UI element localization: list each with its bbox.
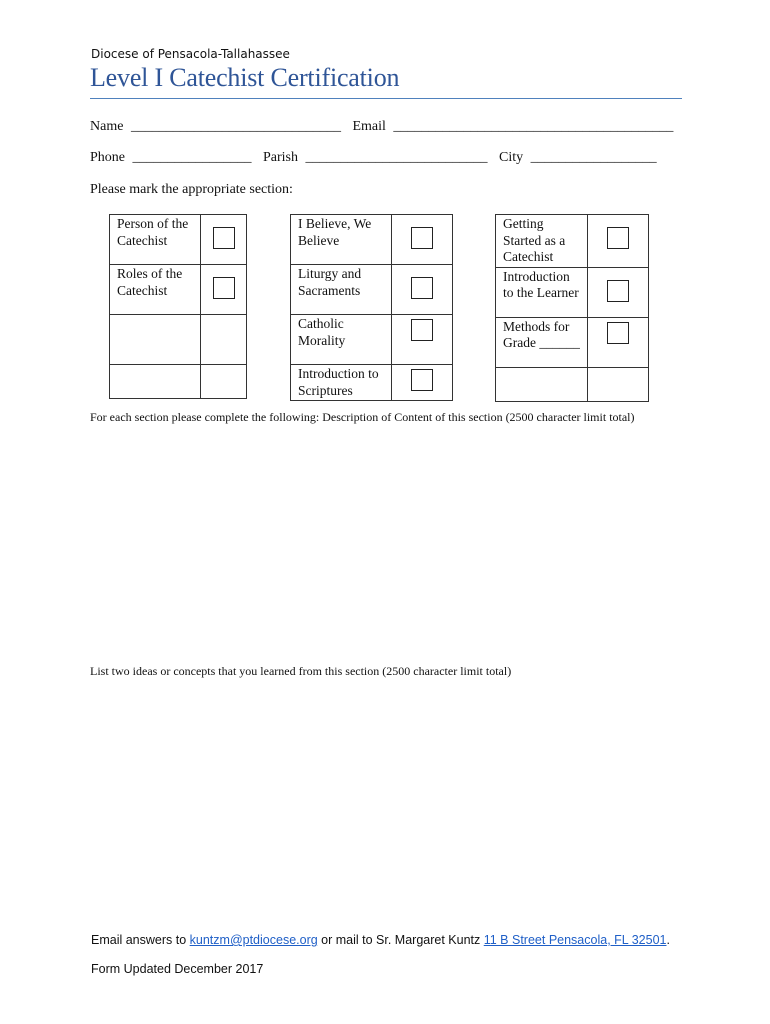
section-label: Getting Started as a Catechist xyxy=(496,215,588,268)
submission-middle: or mail to Sr. Margaret Kuntz xyxy=(317,933,484,947)
name-label: Name xyxy=(90,119,124,134)
phone-parish-city-row xyxy=(90,150,657,166)
section-checkbox[interactable] xyxy=(411,227,433,249)
empty-cell xyxy=(110,365,201,399)
section-table-2 xyxy=(290,214,453,401)
section-checkbox[interactable] xyxy=(411,319,433,341)
name-field[interactable]: ______________________________ xyxy=(130,119,341,134)
description-prompt: For each section please complete the following: Description of Content of this section (2500 character limit total) xyxy=(90,410,635,424)
phone-label: Phone xyxy=(90,150,125,165)
section-checkbox[interactable] xyxy=(607,280,629,302)
name-email-row xyxy=(90,119,673,135)
section-checkbox[interactable] xyxy=(411,277,433,299)
section-checkbox[interactable] xyxy=(607,227,629,249)
section-label: I Believe, We Believe xyxy=(291,215,392,265)
email-label: Email xyxy=(352,119,386,134)
section-label: Introduction to Scriptures xyxy=(291,365,392,401)
section-checkbox[interactable] xyxy=(411,369,433,391)
email-field[interactable]: ________________________________________ xyxy=(393,119,674,134)
section-checkbox[interactable] xyxy=(213,277,235,299)
parish-label: Parish xyxy=(263,150,298,165)
section-label: Roles of the Catechist xyxy=(110,265,201,315)
section-label: Methods for Grade ______ xyxy=(496,317,588,367)
parish-field[interactable]: __________________________ xyxy=(305,150,488,165)
empty-cell xyxy=(201,365,247,399)
city-label: City xyxy=(499,150,524,165)
form-updated-note: Form Updated December 2017 xyxy=(91,962,264,976)
empty-cell xyxy=(496,367,588,401)
section-label: Person of the Catechist xyxy=(110,215,201,265)
title-divider xyxy=(90,98,682,99)
address-link[interactable]: 11 B Street Pensacola, FL 32501 xyxy=(483,933,667,947)
description-answer-area[interactable] xyxy=(90,430,682,650)
submission-prefix: Email answers to xyxy=(91,933,190,947)
section-checkbox[interactable] xyxy=(607,322,629,344)
city-field[interactable]: __________________ xyxy=(530,150,657,165)
submission-suffix: . xyxy=(666,933,670,947)
phone-field[interactable]: _________________ xyxy=(132,150,252,165)
organization-name: Diocese of Pensacola-Tallahassee xyxy=(91,47,290,61)
ideas-prompt: List two ideas or concepts that you learned from this section (2500 character limit total) xyxy=(90,664,512,678)
empty-cell xyxy=(110,315,201,365)
section-instructions: Please mark the appropriate section: xyxy=(90,182,293,197)
empty-cell xyxy=(588,367,649,401)
email-link[interactable]: kuntzm@ptdiocese.org xyxy=(189,933,318,947)
ideas-answer-area[interactable] xyxy=(90,684,682,914)
section-checkbox[interactable] xyxy=(213,227,235,249)
section-table-1 xyxy=(109,214,247,399)
page-title: Level I Catechist Certification xyxy=(90,63,400,92)
section-label: Liturgy and Sacraments xyxy=(291,265,392,315)
section-table-3 xyxy=(495,214,649,402)
section-label: Catholic Morality xyxy=(291,315,392,365)
section-label: Introduction to the Learner xyxy=(496,267,588,317)
submission-instructions xyxy=(91,933,670,947)
empty-cell xyxy=(201,315,247,365)
